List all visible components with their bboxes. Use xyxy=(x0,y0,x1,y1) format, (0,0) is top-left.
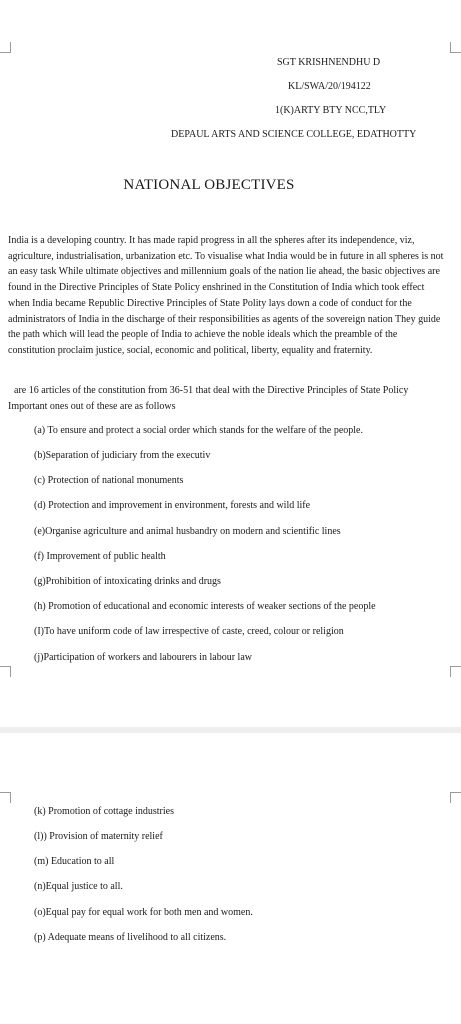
list-item: (e)Organise agriculture and animal husbandry on modern and scientific lines xyxy=(34,526,341,537)
margin-corner-mark xyxy=(450,42,461,53)
margin-corner-mark xyxy=(0,666,11,677)
list-item: (m) Education to all xyxy=(34,856,115,867)
list-item: (n)Equal justice to all. xyxy=(34,881,123,892)
intro-paragraph: India is a developing country. It has made rapid progress in all the spheres after its independence, viz, agriculture, industrialisation, urbanization etc. To visualise what India would be in future in all spheres is not an easy task While ultimate objectives and millennium goals of the nation lie ahead, the basic objectives are found in the Directive Principles of State Policy enshrined in the Constitution of India which took effect when India became Republic Directive Principles of State Polity lays down a code of conduct for the administrators of India in the discharge of their responsibilities as agents of the sovereign nation They guide the path which will lead the people of India to achieve the noble ideals which the preamble of the constitution proclaim justice, social, economic and political, liberty, equality and fraternity. xyxy=(8,235,444,356)
list-item: (h) Promotion of educational and economic interests of weaker sections of the people xyxy=(34,601,376,612)
list-item: (g)Prohibition of intoxicating drinks and drugs xyxy=(34,576,221,587)
document-page-2 xyxy=(0,781,461,1024)
page-break xyxy=(0,727,461,781)
list-item: (k) Promotion of cottage industries xyxy=(34,806,174,817)
list-item: (j)Participation of workers and labourers in labour law xyxy=(34,652,252,663)
list-item: (c) Protection of national monuments xyxy=(34,475,184,486)
list-item: (I)To have uniform code of law irrespective of caste, creed, colour or religion xyxy=(34,626,344,637)
list-item: (b)Separation of judiciary from the executiv xyxy=(34,450,211,461)
margin-corner-mark xyxy=(450,792,461,803)
author-name: SGT KRISHNENDHU D xyxy=(277,57,381,68)
page-title: NATIONAL OBJECTIVES xyxy=(123,177,295,193)
list-item: (l)) Provision of maternity relief xyxy=(34,831,163,842)
list-item: (p) Adequate means of livelihood to all citizens. xyxy=(34,932,227,943)
margin-corner-mark xyxy=(450,666,461,677)
list-item: (o)Equal pay for equal work for both men and women. xyxy=(34,907,253,918)
list-item: (a) To ensure and protect a social order which stands for the welfare of the people. xyxy=(34,425,363,436)
list-item: (d) Protection and improvement in environment, forests and wild life xyxy=(34,500,311,511)
margin-corner-mark xyxy=(0,792,11,803)
registration-number: KL/SWA/20/194122 xyxy=(288,81,371,92)
margin-corner-mark xyxy=(0,42,11,53)
list-item: (f) Improvement of public health xyxy=(34,551,166,562)
unit-name: 1(K)ARTY BTY NCC,TLY xyxy=(275,105,387,116)
articles-paragraph: are 16 articles of the constitution from 36-51 that deal with the Directive Principles of State Policy Important ones out of these are as follows xyxy=(8,385,409,412)
college-name: DEPAUL ARTS AND SCIENCE COLLEGE, EDATHOTTY xyxy=(171,129,417,140)
